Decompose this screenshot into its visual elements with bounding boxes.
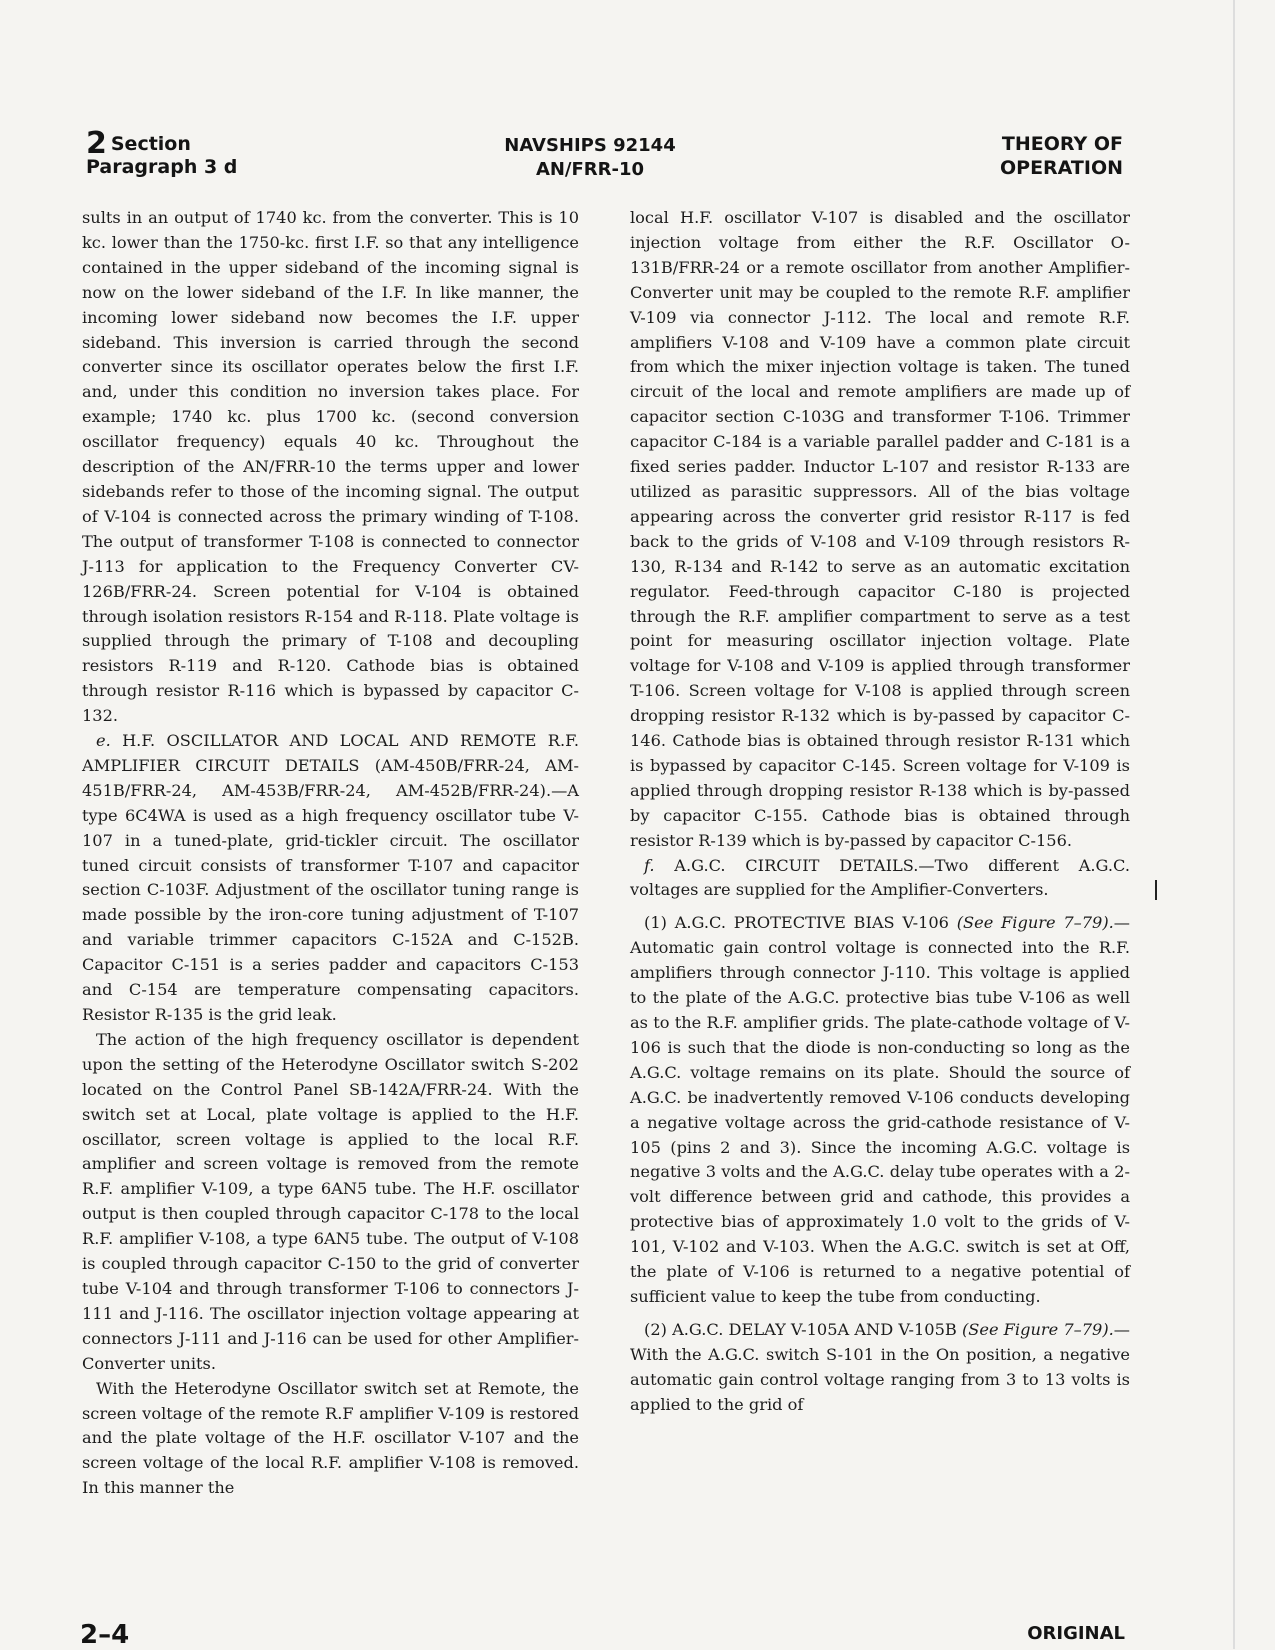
paragraph-label: Paragraph 3 d xyxy=(86,156,238,178)
paragraph xyxy=(630,911,1130,1310)
chapter-title-header xyxy=(1000,132,1123,180)
doc-id: NAVSHIPS 92144 xyxy=(504,135,676,156)
paragraph: With the Heterodyne Oscillator switch set at Remote, the screen voltage of the remote R.F amplifier V-109 is restored and the plate voltage of the H.F. oscillator V-107 and the screen voltage of the local R.F. amplifier V-108 is removed. In this manner the xyxy=(82,1378,579,1498)
right-column xyxy=(630,206,1130,1418)
left-column xyxy=(82,206,579,1501)
paragraph xyxy=(630,1318,1130,1418)
paragraph-text: —Automatic gain control voltage is connected into the R.F. amplifiers through connector J-110. This voltage is applied to the plate of the A.G.C. protective bias tube V-106 as well as to the R.F. amplifier grids. The plate-cathode voltage of V-106 is such that the diode is non-conducting so long as the A.G.C. voltage remains on its plate. Should the source of A.G.C. be inadvertently removed V-106 conducts developing a negative voltage across the grid-cathode resistance of V-105 (pins 2 and 3). Since the incoming A.G.C. voltage is negative 3 volts and the A.G.C. delay tube operates with a 2-volt difference between grid and cathode, this provides a protective bias of approximately 1.0 volt to the grids of V-101, V-102 and V-103. When the A.G.C. switch is set at Off, the plate of V-106 is returned to a negative potential of sufficient value to keep the tube from conducting. xyxy=(630,913,1130,1306)
paragraph xyxy=(82,729,579,1028)
subhead: (2) A.G.C. DELAY V-105A AND V-105B xyxy=(644,1319,957,1339)
doc-model: AN/FRR-10 xyxy=(535,159,645,180)
page-number: 2–4 xyxy=(80,1620,130,1650)
paragraph: sults in an output of 1740 kc. from the converter. This is 10 kc. lower than the 1750-kc. first I.F. so that any intelligence contained in the upper sideband of the incoming signal is now on the lower sideband of the I.F. In like manner, the incoming lower sideband now becomes the I.F. upper sideband. This inversion is carried through the second converter since its oscillator operates below the first I.F. and, under this condition no inversion takes place. For example; 1740 kc. plus 1700 kc. (second conversion oscillator frequency) equals 40 kc. Throughout the description of the AN/FRR-10 the terms upper and lower sidebands refer to those of the incoming signal. The output of V-104 is connected across the primary winding of T-108. The output of transformer T-108 is connected to connector J-113 for application to the Frequency Converter CV-126B/FRR-24. Screen potential for V-104 is obtained through isolation resistors R-154 and R-118. Plate voltage is supplied through the primary of T-108 and decoupling resistors R-119 and R-120. Cathode bias is obtained through resistor R-116 which is bypassed by capacitor C-132. xyxy=(82,208,579,726)
subhead: (1) A.G.C. PROTECTIVE BIAS V-106 xyxy=(644,913,949,933)
paragraph: local H.F. oscillator V-107 is disabled and the oscillator injection voltage from either the R.F. Oscillator O-131B/FRR-24 or a remote oscillator from another Amplifier-Converter unit may be coupled to the remote R.F. amplifier V-109 via connector J-112. The local and remote R.F. amplifiers V-108 and V-109 have a common plate circuit from which the mixer injection voltage is taken. The tuned circuit of the local and remote amplifiers are made up of capacitor section C-103G and transformer T-106. Trimmer capacitor C-184 is a variable parallel padder and C-181 is a fixed series padder. Inductor L-107 and resistor R-133 are utilized as parasitic suppressors. All of the bias voltage appearing across the converter grid resistor R-117 is fed back to the grids of V-108 and V-109 through resistors R-130, R-134 and R-142 to serve as an automatic excitation regulator. Feed-through capacitor C-180 is projected through the R.F. amplifier compartment to serve as a test point for measuring oscillator injection voltage. Plate voltage for V-108 and V-109 is applied through transformer T-106. Screen voltage for V-108 is applied through screen dropping resistor R-132 which is by-passed by capacitor C-146. Cathode bias is obtained through resistor R-131 which is bypassed by capacitor C-145. Screen voltage for V-109 is applied through dropping resistor R-138 which is by-passed by capacitor C-155. Cathode bias is obtained through resistor R-139 which is by-passed by capacitor C-156. xyxy=(630,208,1130,850)
paragraph xyxy=(630,854,1130,904)
section-header xyxy=(86,126,238,179)
page-edge-shadow xyxy=(1233,0,1235,1649)
figure-reference: (See Figure 7–79). xyxy=(956,913,1114,933)
paragraph-text: —With the A.G.C. switch S-101 in the On position, a negative automatic gain control voltage ranging from 3 to 13 volts is applied to the grid of xyxy=(630,1319,1130,1414)
margin-mark xyxy=(1155,880,1157,900)
paragraph-letter: f. xyxy=(644,855,655,875)
paragraph-letter: e. xyxy=(96,731,111,751)
chapter-title-line1: THEORY OF xyxy=(1001,133,1123,155)
document-id-header xyxy=(490,134,690,182)
section-number: 2 xyxy=(86,126,107,161)
paragraph: The action of the high frequency oscillator is dependent upon the setting of the Heterodyne Oscillator switch S-202 located on the Control Panel SB-142A/FRR-24. With the switch set at Local, plate voltage is applied to the H.F. oscillator, screen voltage is applied to the local R.F. amplifier and screen voltage is removed from the remote R.F. amplifier V-109, a type 6AN5 tube. The H.F. oscillator output is then coupled through capacitor C-178 to the local R.F. amplifier V-108, a type 6AN5 tube. The output of V-108 is coupled through capacitor C-150 to the grid of converter tube V-104 and through transformer T-106 to connectors J-111 and J-116. The oscillator injection voltage appearing at connectors J-111 and J-116 can be used for other Amplifier-Converter units. xyxy=(82,1029,579,1373)
chapter-title-line2: OPERATION xyxy=(1000,157,1123,179)
figure-reference: (See Figure 7–79). xyxy=(961,1319,1114,1339)
status-label: ORIGINAL xyxy=(1027,1623,1125,1644)
paragraph-text: H.F. OSCILLATOR AND LOCAL AND REMOTE R.F. AMPLIFIER CIRCUIT DETAILS (AM-450B/FRR-24, AM-451B/FRR-24, AM-453B/FRR-24, AM-452B/FRR-24).—A type 6C4WA is used as a high frequency oscillator tube V-107 in a tuned-plate, grid-tickler circuit. The oscillator tuned circuit consists of transformer T-107 and capacitor section C-103F. Adjustment of the oscillator tuning range is made possible by the iron-core tuning adjustment of T-107 and variable trimmer capacitors C-152A and C-152B. Capacitor C-151 is a series padder and capacitors C-153 and C-154 are temperature compensating capacitors. Resistor R-135 is the grid leak. xyxy=(82,731,579,1024)
paragraph-text: A.G.C. CIRCUIT DETAILS.—Two different A.G.C. voltages are supplied for the Amplifier-Converters. xyxy=(630,855,1130,900)
section-label: Section xyxy=(110,133,191,155)
